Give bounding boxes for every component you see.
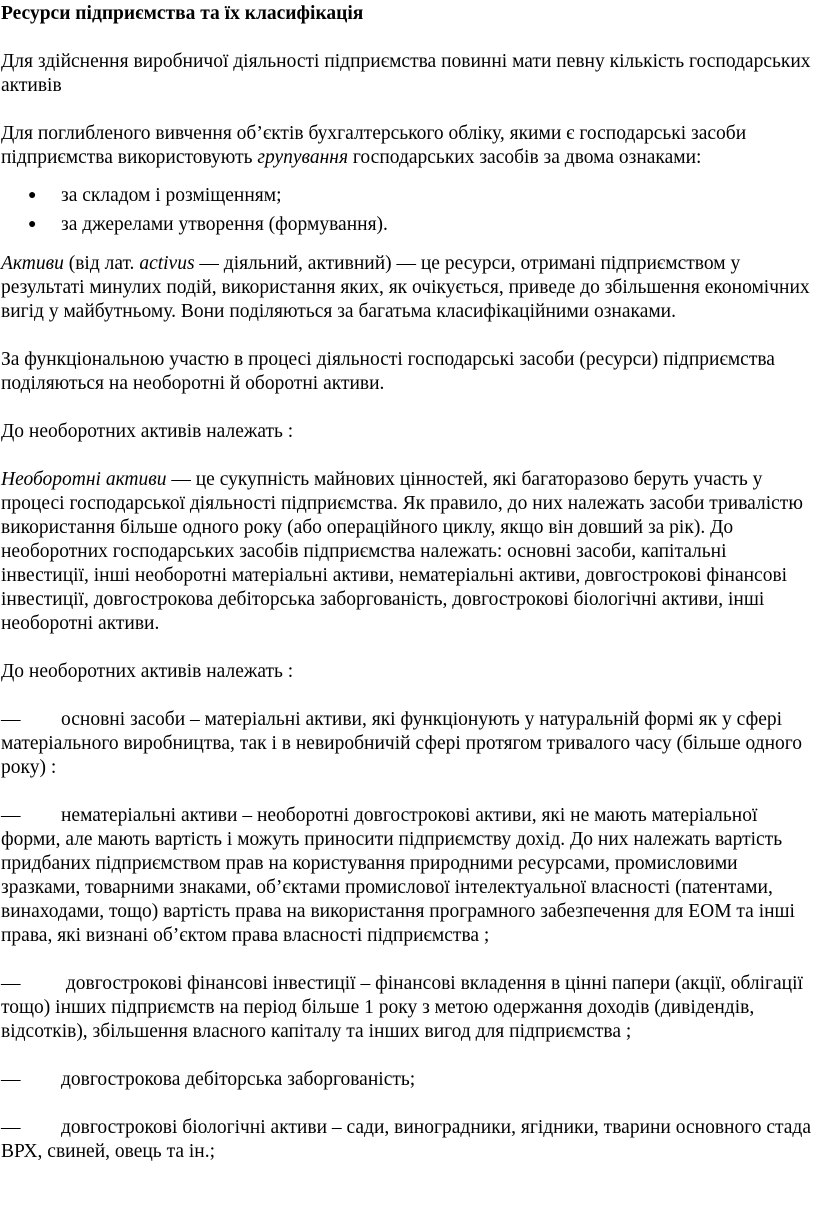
intro-paragraph: Для здійснення виробничої діяльності підприємства повинні мати певну кількість господарських активів bbox=[1, 51, 811, 96]
dash-list-item bbox=[1, 804, 812, 948]
document-page bbox=[0, 2, 816, 1164]
dash-list-item bbox=[1, 1068, 812, 1092]
grouping-term: групування bbox=[257, 147, 349, 168]
assets-text-part2: — діяльний, активний) — це ресурси, отримані підприємством у результаті минулих подій, використання яких, як очікується, приведе до збільшення економічних вигід у майбутньому. Вони поділяються за багатьма класифікаційними ознаками. bbox=[1, 253, 810, 322]
bullet-icon: ● bbox=[28, 217, 37, 232]
functional-paragraph: За функціональною участю в процесі діяльності господарські засоби (ресурси) підприємства поділяються на необоротні й оборотні активи. bbox=[1, 349, 775, 394]
dash-list-item bbox=[1, 708, 812, 780]
page-title: Ресурси підприємства та їх класифікація bbox=[1, 3, 364, 24]
dash-list-item bbox=[1, 972, 812, 1044]
bullet-icon: ● bbox=[28, 188, 37, 203]
list-item-text: за джерелами утворення (формування). bbox=[61, 214, 388, 235]
grouping-text-after: господарських засобів за двома ознаками: bbox=[348, 147, 702, 168]
noncurrent-dash-list bbox=[1, 708, 812, 1164]
noncurrent-text: — це сукупність майнових цінностей, які багаторазово беруть участь у процесі господарської діяльності підприємства. Як правило, до них належать засоби тривалістю використання більше одного року (або операційного циклу, якщо він довший за рік). До необоротних господарських засобів підприємства належать: основні засоби, капітальні інвестиції, інші необоротні матеріальні активи, нематеріальні активи, довгострокові фінансові інвестиції, довгострокова дебіторська заборгованість, довгострокові біологічні активи, інші необоротні активи. bbox=[1, 469, 803, 634]
noncurrent-heading-2: До необоротних активів належать : bbox=[1, 661, 294, 682]
list-item bbox=[1, 213, 812, 237]
dash-item-text: довгострокові фінансові інвестиції – фінансові вкладення в цінні папери (акції, облігації тощо) інших підприємств на період більше 1 року з метою одержання доходів (дивідендів, відсотків), збільшення власного капіталу та інших вигод для підприємства ; bbox=[1, 973, 803, 1042]
dash-mark: — bbox=[1, 973, 21, 994]
grouping-list bbox=[1, 184, 812, 237]
assets-text-part1: (від лат. bbox=[63, 253, 140, 274]
dash-item-text: довгострокова дебіторська заборгованість; bbox=[61, 1069, 416, 1090]
dash-list-item bbox=[1, 1116, 812, 1164]
dash-mark: — bbox=[1, 1069, 21, 1090]
grouping-paragraph bbox=[1, 122, 812, 170]
assets-definition bbox=[1, 252, 812, 324]
list-item-text: за складом і розміщенням; bbox=[61, 185, 282, 206]
noncurrent-term: Необоротні активи bbox=[1, 469, 167, 490]
noncurrent-definition bbox=[1, 468, 812, 636]
assets-latin-term: activus bbox=[139, 253, 195, 274]
grouping-text-before: Для поглибленого вивчення об’єктів бухгалтерського обліку, якими є господарські засоби підприємства використовують bbox=[1, 123, 747, 168]
dash-mark: — bbox=[1, 805, 21, 826]
assets-term: Активи bbox=[1, 253, 64, 274]
dash-mark: — bbox=[1, 1117, 21, 1138]
list-item bbox=[1, 184, 812, 208]
dash-item-text: основні засоби – матеріальні активи, які функціонують у натуральній формі як у сфері матеріального виробництва, так і в невиробничій сфері протягом тривалого часу (більше одного року) : bbox=[1, 709, 803, 778]
noncurrent-heading-1: До необоротних активів належать : bbox=[1, 421, 294, 442]
dash-item-text: нематеріальні активи – необоротні довгострокові активи, які не мають матеріальної форми, але мають вартість і можуть приносити підприємству дохід. До них належать вартість придбаних підприємством прав на користування природними ресурсами, промисловими зразками, товарними знаками, об’єктами промислової інтелектуальної власності (патентами, винаходами, тощо) вартість права на використання програмного забезпечення для ЕОМ та інші права, які визнані об’єктом права власності підприємства ; bbox=[1, 805, 795, 946]
dash-mark: — bbox=[1, 709, 21, 730]
dash-item-text: довгострокові біологічні активи – сади, виноградники, ягідники, тварини основного стада ВРХ, свиней, овець та ін.; bbox=[1, 1117, 811, 1162]
